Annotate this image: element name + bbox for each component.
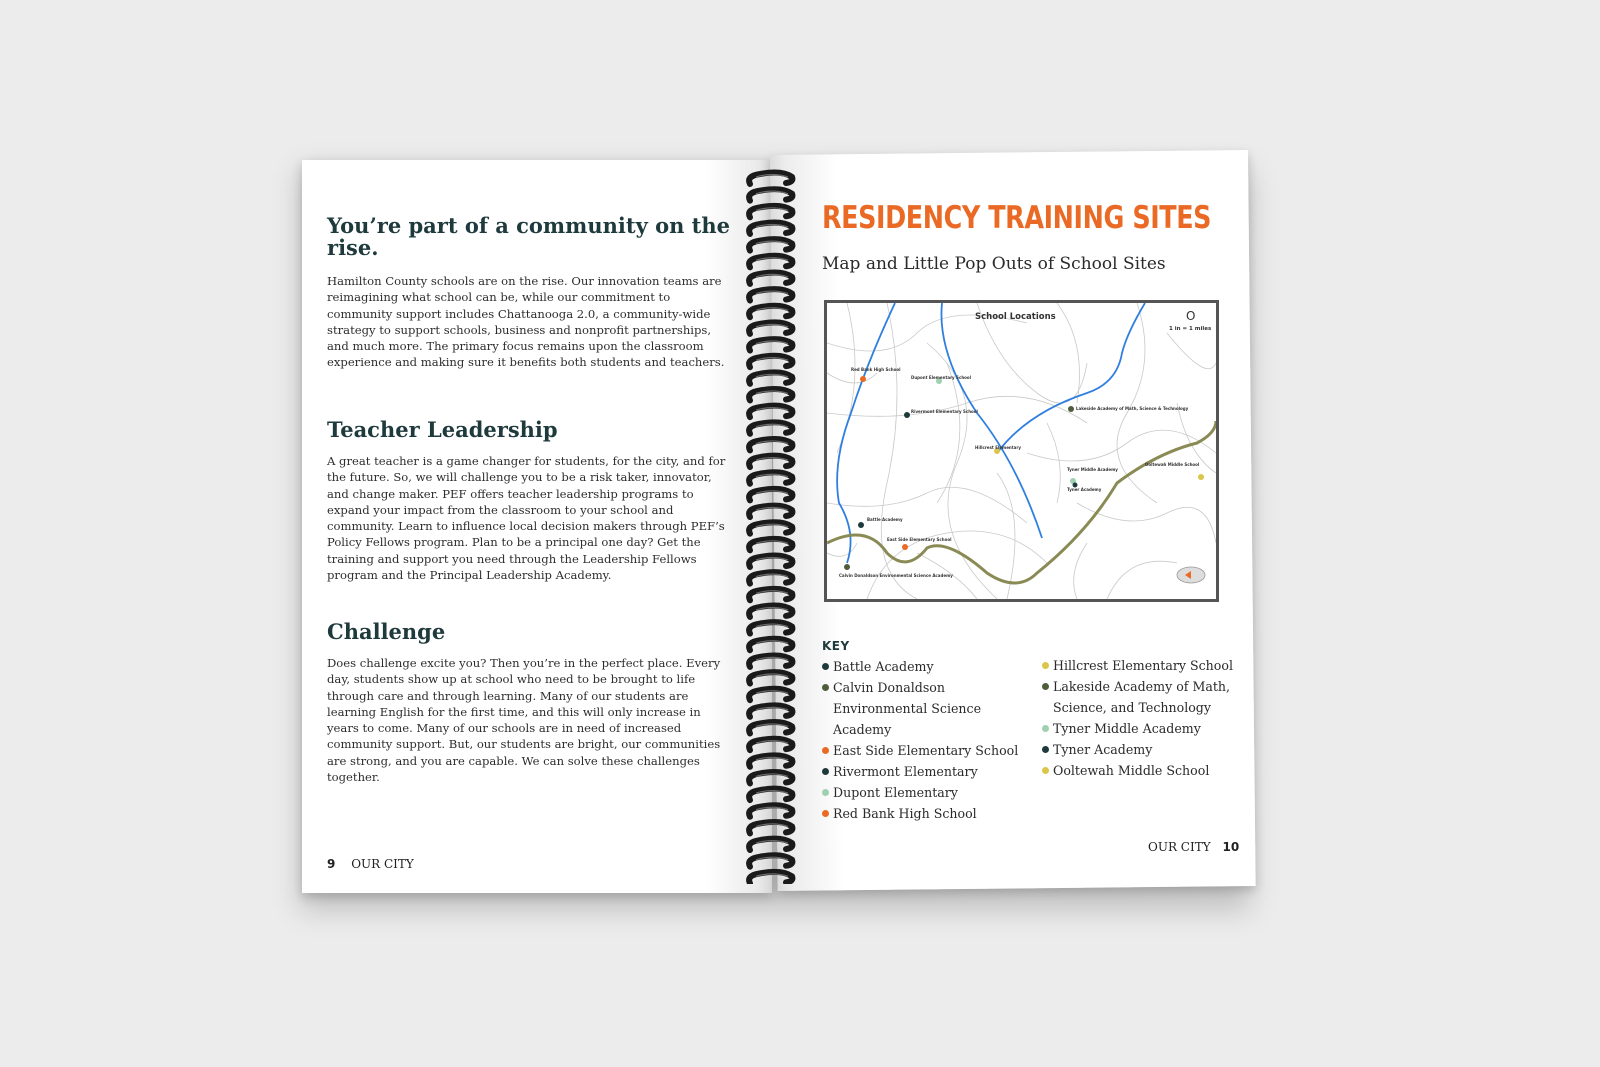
map-streets	[827, 303, 1216, 599]
key-item	[822, 677, 1037, 740]
key-item	[1042, 718, 1257, 739]
key-dot-icon	[822, 768, 829, 775]
left-folio	[327, 857, 414, 871]
label-hillcrest: Hillcrest Elementary	[975, 445, 1021, 450]
key-item-label: Rivermont Elementary	[833, 764, 978, 779]
key-item	[822, 761, 1037, 782]
pin-red-bank	[860, 376, 866, 382]
label-red-bank: Red Bank High School	[851, 367, 901, 372]
key-item	[1042, 739, 1257, 760]
residency-title: RESIDENCY TRAINING SITES	[822, 200, 1212, 236]
map-scale: 1 in = 1 miles	[1169, 326, 1212, 332]
challenge-heading: Challenge	[327, 619, 446, 644]
pin-rivermont	[904, 412, 910, 418]
key-item-label: Lakeside Academy of Math, Science, and Technology	[1053, 679, 1231, 715]
label-calvin: Calvin Donaldson Environmental Science Academy	[839, 573, 953, 578]
key-item	[822, 803, 1037, 824]
key-title: KEY	[822, 639, 850, 653]
key-item	[822, 656, 1037, 677]
key-item	[822, 740, 1037, 761]
spiral-binding	[742, 168, 798, 884]
label-lakeside: Lakeside Academy of Math, Science & Technology	[1076, 406, 1189, 411]
key-dot-icon	[822, 789, 829, 796]
teacher-leadership-heading: Teacher Leadership	[327, 417, 558, 442]
key-list-left	[822, 656, 1037, 824]
label-battle: Battle Academy	[867, 517, 903, 522]
label-east-side: East Side Elementary School	[887, 537, 952, 542]
challenge-paragraph: Does challenge excite you? Then you’re in the perfect place. Every day, students show up at school who need to be brought to life through care and through learning. Many of our students are learning English for the first time, and this will only increase in years to come. Many of our schools are in need of increased community support. But, our students are bright, our communities are strong, and you are capable. We can solve these challenges together.	[327, 656, 721, 785]
key-item	[822, 782, 1037, 803]
teacher-leadership-paragraph: A great teacher is a game changer for students, for the city, and for the future. So, we will challenge you to be a risk taker, innovator, and change maker. PEF offers teacher leadership programs to expand your impact from the classroom to your school and community. Learn to influence local decision makers through PEF’s Policy Fellows program. Plan to be a principal one day? Get the training and support you need through the Leadership Fellows program and the Principal Leadership Academy.	[327, 454, 726, 583]
key-dot-icon	[1042, 683, 1049, 690]
left-page-number: 9	[327, 857, 336, 871]
map-title: School Locations	[975, 312, 1056, 322]
key-dot-icon	[822, 684, 829, 691]
label-dupont: Dupont Elementary School	[911, 375, 972, 380]
key-item-label: Ooltewah Middle School	[1053, 763, 1210, 778]
right-section-label: OUR CITY	[1148, 840, 1211, 854]
key-item	[1042, 676, 1257, 718]
map-compass: O	[1186, 309, 1196, 323]
key-list-right	[1042, 655, 1257, 781]
map-graphic	[827, 303, 1216, 599]
residency-subtitle: Map and Little Pop Outs of School Sites	[822, 254, 1166, 274]
key-dot-icon	[1042, 746, 1049, 753]
right-folio	[1148, 840, 1239, 854]
intro-paragraph: Hamilton County schools are on the rise. Our innovation teams are reimagining what school can be, while our commitment to community support includes Chattanooga 2.0, a community-wide strategy to support schools, business and nonprofit partnerships, and much more. The primary focus remains upon the classroom experience and making sure it benefits both students and teachers.	[327, 274, 725, 370]
pin-ooltewah	[1198, 474, 1204, 480]
key-dot-icon	[1042, 725, 1049, 732]
key-dot-icon	[1042, 767, 1049, 774]
key-item-label: Dupont Elementary	[833, 785, 958, 800]
pin-lakeside	[1068, 406, 1074, 412]
key-item	[1042, 655, 1257, 676]
pin-east-side	[902, 544, 908, 550]
key-item-label: Tyner Academy	[1053, 742, 1153, 757]
key-dot-icon	[822, 663, 829, 670]
pin-calvin	[844, 564, 850, 570]
key-item-label: East Side Elementary School	[833, 743, 1019, 758]
label-tyner: Tyner Academy	[1067, 487, 1102, 492]
pin-battle	[858, 522, 864, 528]
key-item-label: Red Bank High School	[833, 806, 977, 821]
key-item	[1042, 760, 1257, 781]
key-item-label: Hillcrest Elementary School	[1053, 658, 1233, 673]
left-page-headline: You’re part of a community on the rise.	[327, 213, 730, 260]
key-item-label: Battle Academy	[833, 659, 934, 674]
key-dot-icon	[822, 747, 829, 754]
school-locations-map	[824, 300, 1219, 602]
left-section-label: OUR CITY	[351, 857, 414, 871]
key-item-label: Calvin Donaldson Environmental Science Academy	[833, 680, 982, 737]
right-page-number: 10	[1222, 840, 1240, 854]
key-dot-icon	[822, 810, 829, 817]
key-item-label: Tyner Middle Academy	[1053, 721, 1201, 736]
label-ooltewah: Ooltewah Middle School	[1145, 462, 1200, 467]
key-dot-icon	[1042, 662, 1049, 669]
map-rivers	[837, 303, 1145, 563]
label-tyner-middle: Tyner Middle Academy	[1067, 467, 1118, 472]
label-rivermont: Rivermont Elementary School	[911, 409, 978, 414]
map-labels	[839, 367, 1204, 578]
map-logo-icon	[1177, 567, 1205, 583]
